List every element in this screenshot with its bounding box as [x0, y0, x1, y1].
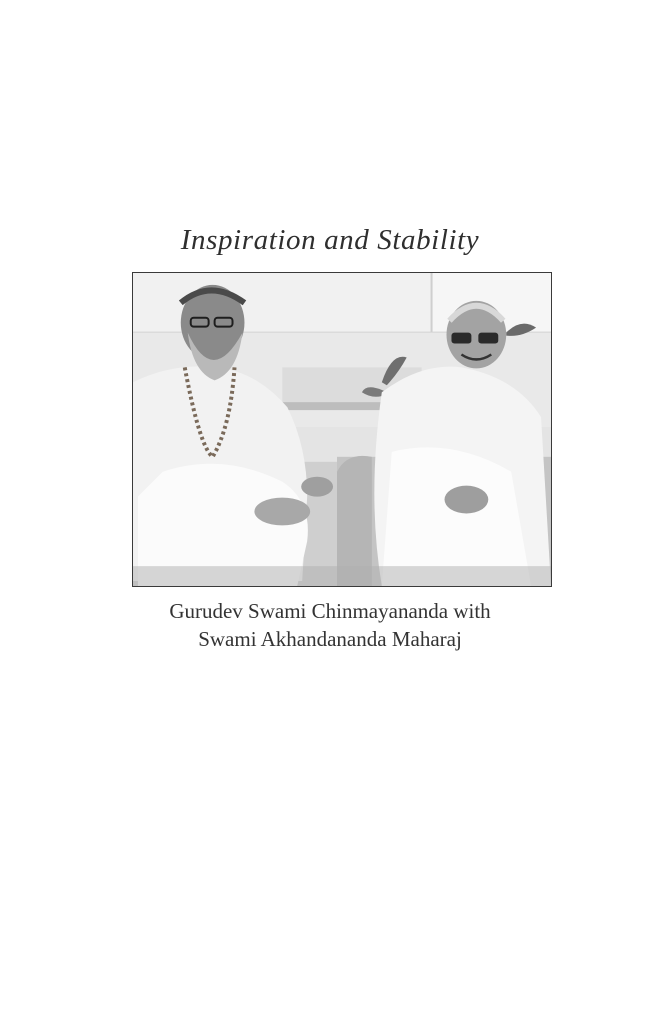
caption-line-1: Gurudev Swami Chinmayananda with	[169, 599, 491, 623]
caption-line-2: Swami Akhandananda Maharaj	[198, 627, 462, 651]
page-title: Inspiration and Stability	[180, 224, 480, 256]
photo-caption	[0, 597, 660, 653]
photograph	[132, 272, 552, 587]
photograph-illustration	[133, 273, 551, 586]
